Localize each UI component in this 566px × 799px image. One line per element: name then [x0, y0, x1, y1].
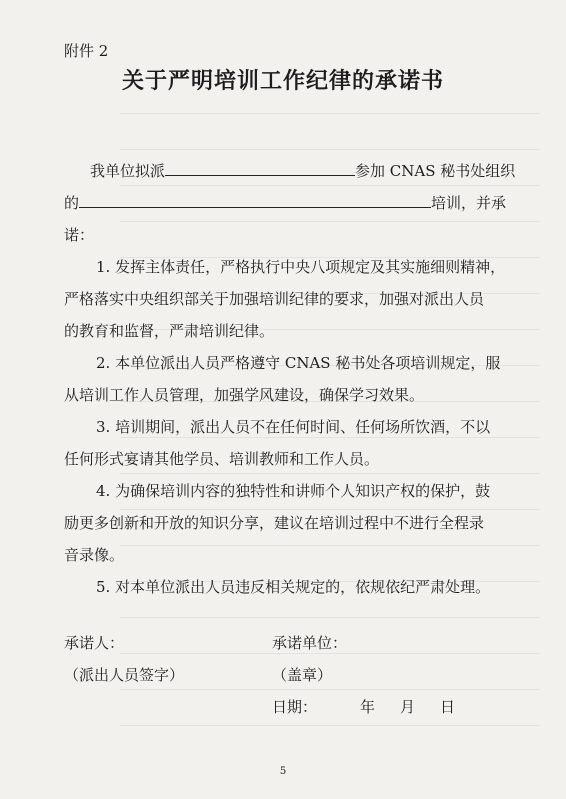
dispatch-person-blank[interactable]: [165, 161, 355, 176]
item-3-line-2: 任何形式宴请其他学员、培训教师和工作人员。: [64, 450, 380, 468]
page-number: 5: [279, 766, 287, 777]
item-1-line-3: 的教育和监督，严肃培训纪律。: [64, 322, 275, 340]
intro-text-b: 参加 CNAS 秘书处组织: [355, 162, 516, 180]
item-1-line-2: 严格落实中央组织部关于加强培训纪律的要求，加强对派出人员: [64, 290, 485, 308]
intro-line-1: [90, 160, 515, 181]
promisor-label: 承诺人：: [64, 634, 125, 652]
attachment-label: 附件 2: [64, 42, 109, 60]
promisor-signature-note: （派出人员签字）: [64, 666, 185, 684]
date-year: 年: [360, 698, 376, 716]
item-5-line-1: 5. 对本单位派出人员违反相关规定的，依规依纪严肃处理。: [96, 578, 491, 596]
item-1-line-1: 1. 发挥主体责任，严格执行中央八项规定及其实施细则精神，: [96, 258, 506, 276]
date-month: 月: [400, 698, 416, 716]
training-name-blank[interactable]: [79, 193, 431, 208]
item-4-line-1: 4. 为确保培训内容的独特性和讲师个人知识产权的保护，鼓: [96, 482, 491, 500]
item-4-line-3: 音录像。: [64, 546, 125, 564]
document-title: 关于严明培训工作纪律的承诺书: [121, 68, 444, 94]
intro-text-a: 我单位拟派: [90, 162, 166, 180]
unit-seal-note: （盖章）: [272, 666, 333, 684]
date-day: 日: [440, 698, 456, 716]
item-4-line-2: 励更多创新和开放的知识分享，建议在培训过程中不进行全程录: [64, 514, 485, 532]
intro-line-3: 诺：: [64, 226, 95, 244]
date-label: 日期：: [272, 698, 318, 716]
intro-text-d: 培训，并承: [431, 194, 507, 212]
intro-line-2: [64, 192, 506, 213]
intro-text-c: 的: [64, 194, 80, 212]
item-2-line-2: 从培训工作人员管理，加强学风建设，确保学习效果。: [64, 386, 425, 404]
item-3-line-1: 3. 培训期间，派出人员不在任何时间、任何场所饮酒，不以: [96, 418, 491, 436]
item-2-line-1: 2. 本单位派出人员严格遵守 CNAS 秘书处各项培训规定，服: [96, 354, 501, 372]
unit-label: 承诺单位：: [272, 634, 348, 652]
